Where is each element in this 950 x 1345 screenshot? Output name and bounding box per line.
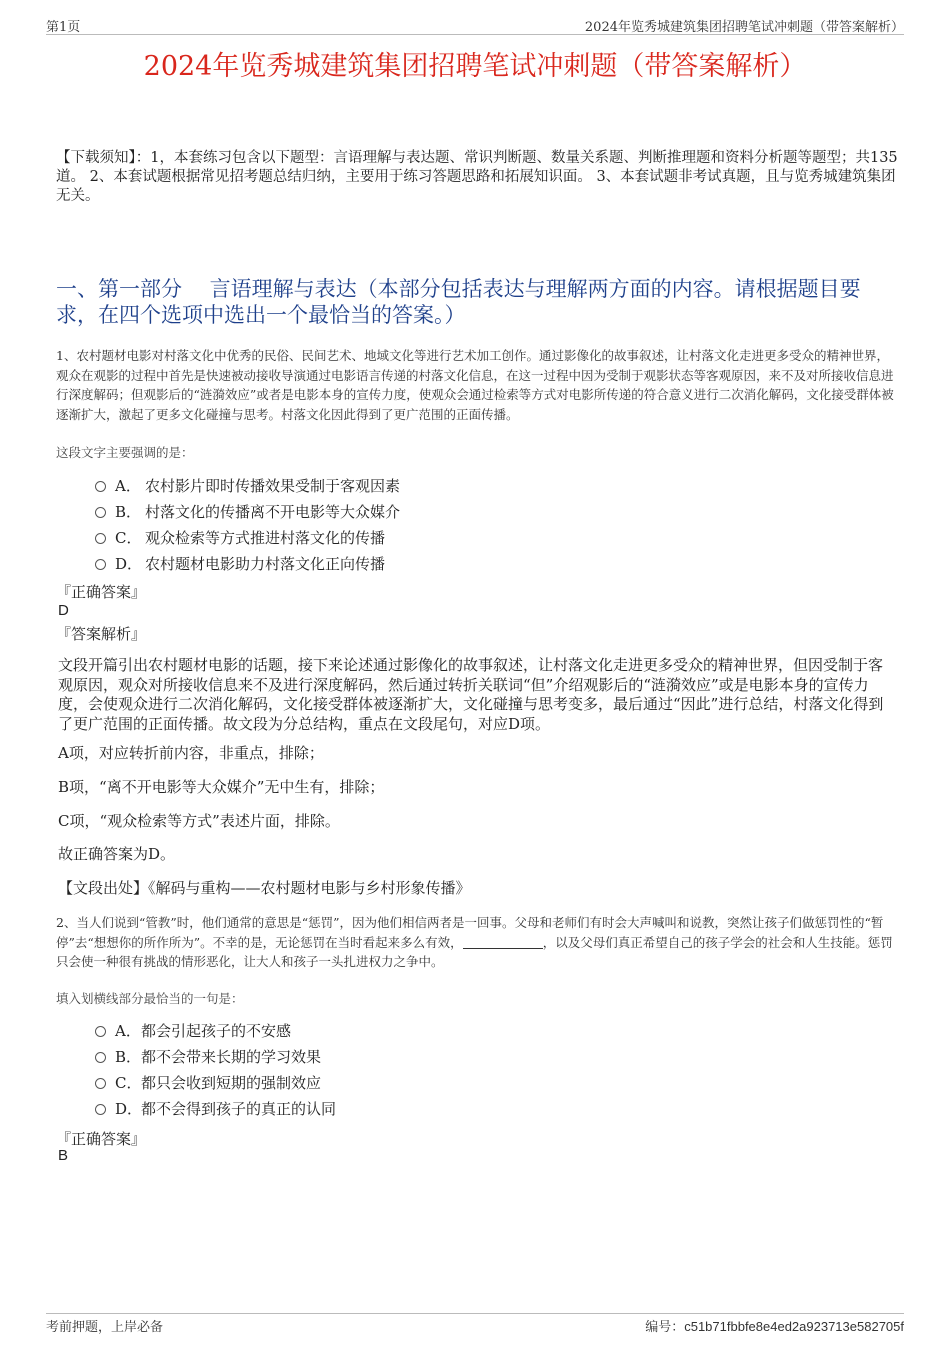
q1-option-c[interactable] <box>95 528 385 548</box>
option-text: 都不会得到孩子的真正的认同 <box>141 1100 337 1118</box>
q2-option-d[interactable] <box>95 1099 336 1119</box>
question-2-text <box>56 913 901 972</box>
option-text: 村落文化的传播离不开电影等大众媒介 <box>145 503 401 521</box>
option-label: D． <box>115 1100 143 1118</box>
q2-option-c[interactable] <box>95 1073 321 1093</box>
radio-icon[interactable] <box>95 1052 106 1063</box>
footer-code <box>645 1316 904 1335</box>
q2-answer: B <box>58 1147 69 1164</box>
q1-option-d[interactable] <box>95 554 385 574</box>
question-1-prompt: 这段文字主要强调的是： <box>56 445 194 460</box>
option-label: C． <box>115 529 142 547</box>
option-label: C． <box>115 1074 142 1092</box>
radio-icon[interactable] <box>95 1078 106 1089</box>
q1-option-b[interactable] <box>95 502 400 522</box>
option-text: 农村题材电影助力村落文化正向传播 <box>145 555 386 573</box>
radio-icon[interactable] <box>95 507 106 518</box>
q1-point-a: A项，对应转折前内容，非重点，排除； <box>58 744 324 762</box>
q1-source: 【文段出处】《解码与重构——农村题材电影与乡村形象传播》 <box>58 879 471 897</box>
option-label: A． <box>115 477 141 495</box>
radio-icon[interactable] <box>95 1104 106 1115</box>
option-text: 都会引起孩子的不安感 <box>141 1022 292 1040</box>
q1-conclusion: 故正确答案为D。 <box>58 845 176 863</box>
q2-option-a[interactable] <box>95 1021 291 1041</box>
q2-text-before: 2、当人们说到“管教”时，他们通常的意思是“惩罚”，因为他们相信两者是一回事。父母和老师们有时会大声喊叫和说教，突然让孩子们做惩罚性的“暂停”去“想想你的所作所为”。不幸的是，无论惩罚在当时看起来多么有效， <box>56 915 884 950</box>
q2-option-b[interactable] <box>95 1047 321 1067</box>
option-text: 观众检索等方式推进村落文化的传播 <box>145 529 386 547</box>
radio-icon[interactable] <box>95 1026 106 1037</box>
option-label: B． <box>115 503 142 521</box>
page-number: 第1页 <box>46 20 81 35</box>
question-1-text: 1、农村题材电影对村落文化中优秀的民俗、民间艺术、地域文化等进行艺术加工创作。通过影像化的故事叙述，让村落文化走进更多受众的精神世界，观众在观影的过程中首先是快速被动接收导演通过电影语言传递的村落文化信息，在这一过程中因为受制于观影状态等客观原因，来不及对所接收信息进行深度解码；但观影后的“涟漪效应”或者是电影本身的宣传力度，使观众会通过检索等方式对电影所传递的符合意义进行二次消化解码，文化接受群体被逐渐扩大，激起了更多文化碰撞与思考。村落文化因此得到了更广范围的正面传播。 <box>56 348 894 422</box>
option-label: D． <box>115 555 143 573</box>
question-2-prompt: 填入划横线部分最恰当的一句是： <box>56 991 244 1006</box>
download-notice: 【下载须知】：1，本套练习包含以下题型：言语理解与表达题、常识判断题、数量关系题、判断推理题和资料分析题等题型；共135道。 2、本套试题根据常见招考题总结归纳，主要用于练习答题思路和拓展知识面。 3、本套试题非考试真题，且与览秀城建筑集团无关。 <box>56 150 898 204</box>
header-doc-title: 2024年览秀城建筑集团招聘笔试冲刺题（带答案解析） <box>584 20 904 35</box>
document-title: 2024年览秀城建筑集团招聘笔试冲刺题（带答案解析） <box>143 51 807 82</box>
option-label: B． <box>115 1048 142 1066</box>
code-label: 编号： <box>645 1320 685 1335</box>
code-value: c51b71fbbfe8e4ed2a923713e582705f <box>684 1319 904 1334</box>
q1-answer-label: 『正确答案』 <box>56 583 147 601</box>
page-header <box>46 14 904 35</box>
q1-point-c: C项，“观众检索等方式”表述片面，排除。 <box>58 812 340 830</box>
q2-answer-label: 『正确答案』 <box>56 1130 147 1148</box>
option-text: 都只会收到短期的强制效应 <box>141 1074 322 1092</box>
q1-analysis-label: 『答案解析』 <box>56 625 147 643</box>
option-label: A． <box>115 1022 141 1040</box>
section-heading: 一、第一部分 言语理解与表达（本部分包括表达与理解两方面的内容。请根据题目要求，在四个选项中选出一个最恰当的答案。） <box>56 277 861 327</box>
q1-option-a[interactable] <box>95 476 400 496</box>
page-footer <box>46 1313 904 1335</box>
q2-text-after: ，以及父母们真正希望自己的孩子学会的社会和人生技能。惩罚只会使一种很有挑战的情形恶化，让大人和孩子一头扎进权力之争中。 <box>56 934 893 969</box>
option-text: 农村影片即时传播效果受制于客观因素 <box>145 477 401 495</box>
radio-icon[interactable] <box>95 559 106 570</box>
q1-answer: D <box>58 602 69 619</box>
radio-icon[interactable] <box>95 481 106 492</box>
fill-blank <box>463 936 543 949</box>
option-text: 都不会带来长期的学习效果 <box>141 1048 322 1066</box>
q1-analysis: 文段开篇引出农村题材电影的话题，接下来论述通过影像化的故事叙述，让村落文化走进更多受众的精神世界，但因受制于客观原因，观众对所接收信息来不及进行深度解码，然后通过转折关联词“但”介绍观影后的“涟漪效应”或是电影本身的宣传力度，会使观众进行二次消化解码，文化接受群体被逐渐扩大，文化碰撞与思考变多，最后通过“因此”进行总结，村落文化得到了更广范围的正面传播。故文段为分总结构，重点在文段尾句，对应D项。 <box>58 656 884 733</box>
radio-icon[interactable] <box>95 533 106 544</box>
q1-point-b: B项，“离不开电影等大众媒介”无中生有，排除； <box>58 778 385 796</box>
footer-slogan: 考前押题，上岸必备 <box>46 1320 164 1335</box>
